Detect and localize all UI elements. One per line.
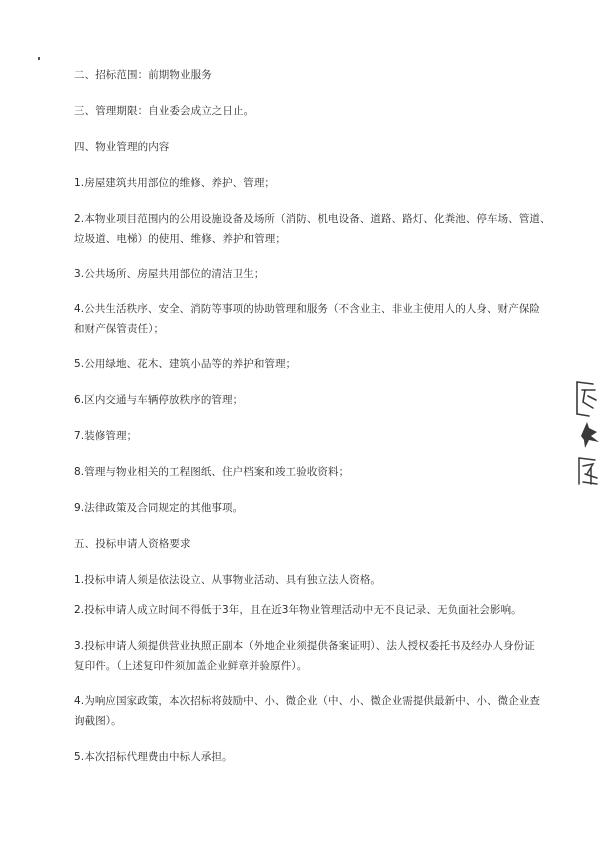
content-item-7: 7.装修管理； xyxy=(74,430,138,442)
content-item-3: 3.公共场所、房屋共用部位的清洁卫生； xyxy=(74,268,265,280)
content-item-2-line-2: 垃圾道、电梯）的使用、维修、养护和管理； xyxy=(74,233,286,245)
section-3-management-term: 三、管理期限：自业委会成立之日止。 xyxy=(74,105,255,117)
seam-stamp-graphic xyxy=(573,378,600,488)
qualification-item-1: 1.投标申请人须是依法设立、从事物业活动、具有独立法人资格。 xyxy=(74,574,382,586)
content-item-8: 8.管理与物业相关的工程图纸、住户档案和竣工验收资料； xyxy=(74,466,350,478)
content-item-4-line-2: 和财产保管责任）； xyxy=(74,323,165,335)
content-item-4-line-1: 4.公共生活秩序、安全、消防等事项的协助管理和服务（不含业主、非业主使用人的人身、财产保险 xyxy=(74,303,541,315)
qualification-item-3-line-1: 3.投标申请人须提供营业执照正副本（外地企业须提供备案证明）、法人授权委托书及经办人身份证 xyxy=(74,640,535,652)
seam-stamp-fragment xyxy=(573,378,600,488)
section-2-bid-scope: 二、招标范围：前期物业服务 xyxy=(74,69,212,81)
content-item-1: 1.房屋建筑共用部位的维修、养护、管理； xyxy=(74,177,276,189)
qualification-item-2: 2.投标申请人成立时间不得低于3年，且在近3年物业管理活动中无不良记录、无负面社会影响。 xyxy=(74,604,522,616)
qualification-item-4-line-2: 询截图）。 xyxy=(74,715,122,727)
content-item-2-line-1: 2.本物业项目范围内的公用设施设备及场所（消防、机电设备、道路、路灯、化粪池、停车场、管道、 xyxy=(74,213,551,225)
content-item-6: 6.区内交通与车辆停放秩序的管理； xyxy=(74,394,244,406)
qualification-item-4-line-1: 4.为响应国家政策，本次招标将鼓励中、小、微企业（中、小、微企业需提供最新中、小、微企业查 xyxy=(74,695,541,707)
content-item-9: 9.法律政策及合同规定的其他事项。 xyxy=(74,502,244,514)
section-4-heading: 四、物业管理的内容 xyxy=(74,141,170,153)
scan-speck xyxy=(38,57,40,60)
qualification-item-3-line-2: 复印件。（上述复印件须加盖企业鲜章并验原件）。 xyxy=(74,660,308,672)
content-item-5: 5.公用绿地、花木、建筑小品等的养护和管理； xyxy=(74,358,297,370)
qualification-item-5: 5.本次招标代理费由中标人承担。 xyxy=(74,751,233,763)
section-5-heading: 五、投标申请人资格要求 xyxy=(74,538,191,550)
